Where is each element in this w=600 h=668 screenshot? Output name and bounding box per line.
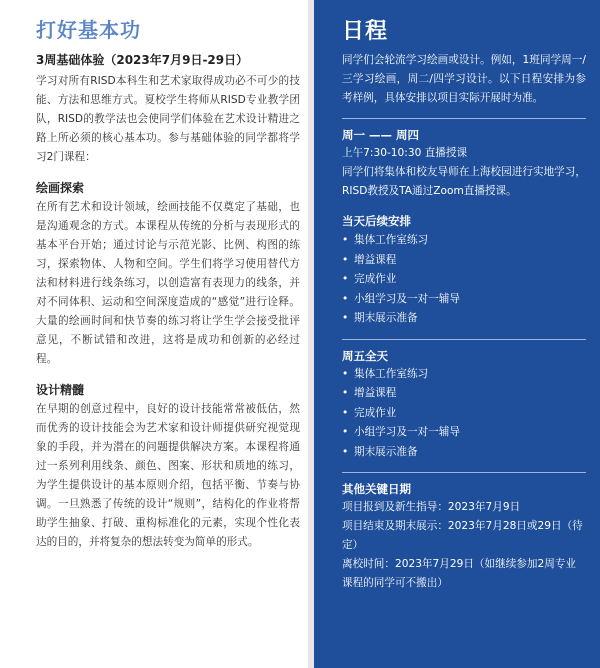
bullet-icon: • [342,273,349,285]
list-item: • 增益课程 [342,384,586,404]
list-item: • 期末展示准备 [342,443,586,463]
divider [342,339,586,340]
bullet-icon: • [342,367,349,380]
list-item: • 增益课程 [342,251,586,271]
section-heading-drawing: 绘画探索 [36,181,85,195]
intro-paragraph: 学习对所有RISD本科生和艺术家取得成功必不可少的技能、方法和思维方式。夏校学生将师从RISD专业教学团队，RISD的教学法也会使同学们体验在艺术设计精进之路上所必须的核心基本功。参与基础体验的同学都将学习2门课程： [36,75,300,163]
weekday-desc: 同学们将集体和校友导师在上海校园进行实地学习，RISD教授及TA通过Zoom直播授课。 [342,166,586,197]
list-item: • 小组学习及一对一辅导 [342,423,586,443]
weekday-heading: 周一 —— 周四 [342,128,420,142]
bullet-icon: • [342,387,349,399]
divider [342,472,586,473]
left-title: 打好基本功 [36,18,141,42]
bullet-icon: • [342,406,349,419]
schedule-intro: 同学们会轮流学习绘画或设计。例如，1班同学周一/三学习绘画，周二/四学习设计。以下日程安排为参考样例，具体安排以项目实际开展时为准。 [342,54,586,104]
bullet-icon: • [342,445,349,458]
right-column [308,0,600,668]
bullet-icon: • [342,312,349,324]
program-subtitle: 3周基础体验（2023年7月9日-29日） [36,53,249,67]
divider [342,118,586,119]
list-item: • 小组学习及一对一辅导 [342,290,586,310]
schedule-title: 日程 [342,19,389,44]
list-item: • 完成作业 [342,270,586,290]
section-heading-design: 设计精髓 [36,383,85,397]
list-item: • 集体工作室练习 [342,231,586,251]
after-class-list [342,231,586,329]
bullet-icon: • [342,234,349,246]
weekday-time: 上午7:30-10:30 直播授课 [342,147,468,159]
friday-heading: 周五全天 [342,348,388,363]
bullet-icon: • [342,426,349,438]
key-dates-heading: 其他关键日期 [342,482,411,496]
section-body-drawing: 在所有艺术和设计领域，绘画技能不仅奠定了基础，也是沟通观念的方式。本课程从传统的分析与表现形式的基本平台开始；通过讨论与示范光影、比例、构图的练习，探索物体、人物和空间。学生们将学习使用替代方法和材料进行线条练习，以创造富有表现力的线条，并对不同体积、运动和空间深度造成的“感觉”进行诠释。大量的绘画时间和快节奏的练习将让学生学会接受批评意见，不断试错和改进，这将是成功和创新的必经过程。 [36,201,300,365]
list-item: • 完成作业 [342,404,586,424]
key-date-line: 项目报到及新生指导：2023年7月9日 [342,501,521,513]
list-item: • 期末展示准备 [342,309,586,329]
section-body-design: 在早期的创意过程中，良好的设计技能常常被低估，然而优秀的设计技能会为艺术家和设计师提供研究视觉现象的手段，并为潜在的问题提供解决方案。本课程将通过一系列利用线条、颜色、图案、形状和质地的练习，为学生提供设计的基本原则介绍，包括平衡、节奏与协调。一旦熟悉了传统的设计“规则”，结构化的作业将帮助学生抽象、打破、重构标准化的元素，实现个性化表达的目的，并将复杂的想法转变为简单的形式。 [36,403,300,548]
list-item: • 集体工作室练习 [342,365,586,385]
key-date-line: 离校时间：2023年7月29日（如继续参加2周专业课程的同学可不搬出） [342,558,577,589]
bullet-icon: • [342,253,349,266]
key-date-line: 项目结束及期末展示：2023年7月28日或29日（待定） [342,520,583,551]
after-class-heading: 当天后续安排 [342,214,411,228]
friday-list [342,365,586,463]
bullet-icon: • [342,292,349,305]
